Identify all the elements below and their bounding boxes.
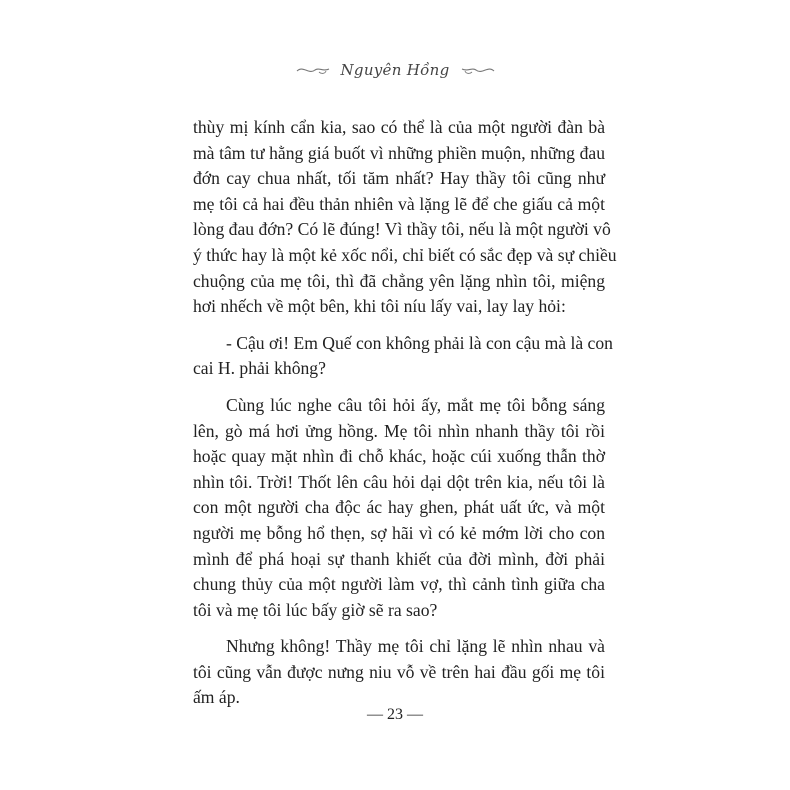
page-number: — 23 — — [367, 706, 423, 723]
text-line: tôi cũng vẫn được nưng niu vỗ về trên hai đầu gối mẹ tôi — [193, 661, 605, 682]
paragraph-2-dialogue — [193, 331, 613, 382]
text-line: hơi nhếch về một bên, khi tôi níu lấy vai, lay lay hỏi: — [193, 296, 566, 317]
text-line: cai H. phải không? — [193, 358, 326, 379]
text-line: mình để phá hoại sự thanh khiết của đời mình, đời phải — [193, 548, 605, 569]
text-line: mà tâm tư hằng giá buốt vì những phiền muộn, những đau — [193, 142, 605, 163]
text-line: ý thức hay là một kẻ xốc nổi, chỉ biết có sắc đẹp và sự chiều — [193, 244, 617, 265]
flourish-left-icon — [295, 63, 331, 77]
body-text — [193, 115, 617, 722]
text-line: con một người cha độc ác hay ghen, phát uất ức, và một — [193, 497, 605, 518]
text-line: lên, gò má hơi ửng hồng. Mẹ tôi nhìn nhanh thầy tôi rồi — [193, 420, 605, 441]
text-line: - Cậu ơi! Em Quế con không phải là con cậu mà là con — [226, 332, 613, 353]
flourish-right-icon — [460, 63, 496, 77]
text-line: hoặc quay mặt nhìn đi chỗ khác, hoặc cúi xuống thẫn thờ — [193, 446, 605, 467]
text-line: Cùng lúc nghe câu tôi hỏi ấy, mắt mẹ tôi bỗng sáng — [226, 394, 605, 415]
text-line: thùy mị kính cẩn kia, sao có thể là của một người đàn bà — [193, 117, 605, 137]
text-line: ấm áp. — [193, 687, 240, 708]
text-line: chuộng của mẹ tôi, thì đã chẳng yên lặng nhìn tôi, miệng — [193, 270, 605, 291]
text-line: chung thủy của một người làm vợ, thì cảnh tình giữa cha — [193, 574, 605, 595]
paragraph-3 — [193, 393, 605, 623]
running-header — [0, 55, 790, 85]
text-line: lòng đau đớn? Có lẽ đúng! Vì thầy tôi, nếu là một người vô — [193, 219, 611, 240]
running-title: Nguyên Hồng — [340, 61, 450, 79]
text-line: Nhưng không! Thầy mẹ tôi chỉ lặng lẽ nhìn nhau và — [226, 636, 605, 657]
text-line: người mẹ bỗng hổ thẹn, sợ hãi vì có kẻ mớm lời cho con — [193, 522, 605, 543]
text-line: nhìn tôi. Trời! Thốt lên câu hỏi dại dột trên kia, nếu tôi là — [193, 471, 605, 492]
paragraph-1 — [193, 115, 617, 320]
text-line: đớn cay chua nhất, tối tăm nhất? Hay thầy tôi cũng như — [193, 168, 605, 189]
text-line: mẹ tôi cả hai đều thản nhiên và lặng lẽ để che giấu cả một — [193, 193, 605, 214]
paragraph-4 — [193, 634, 605, 711]
text-line: tôi và mẹ tôi lúc bấy giờ sẽ ra sao? — [193, 599, 438, 620]
